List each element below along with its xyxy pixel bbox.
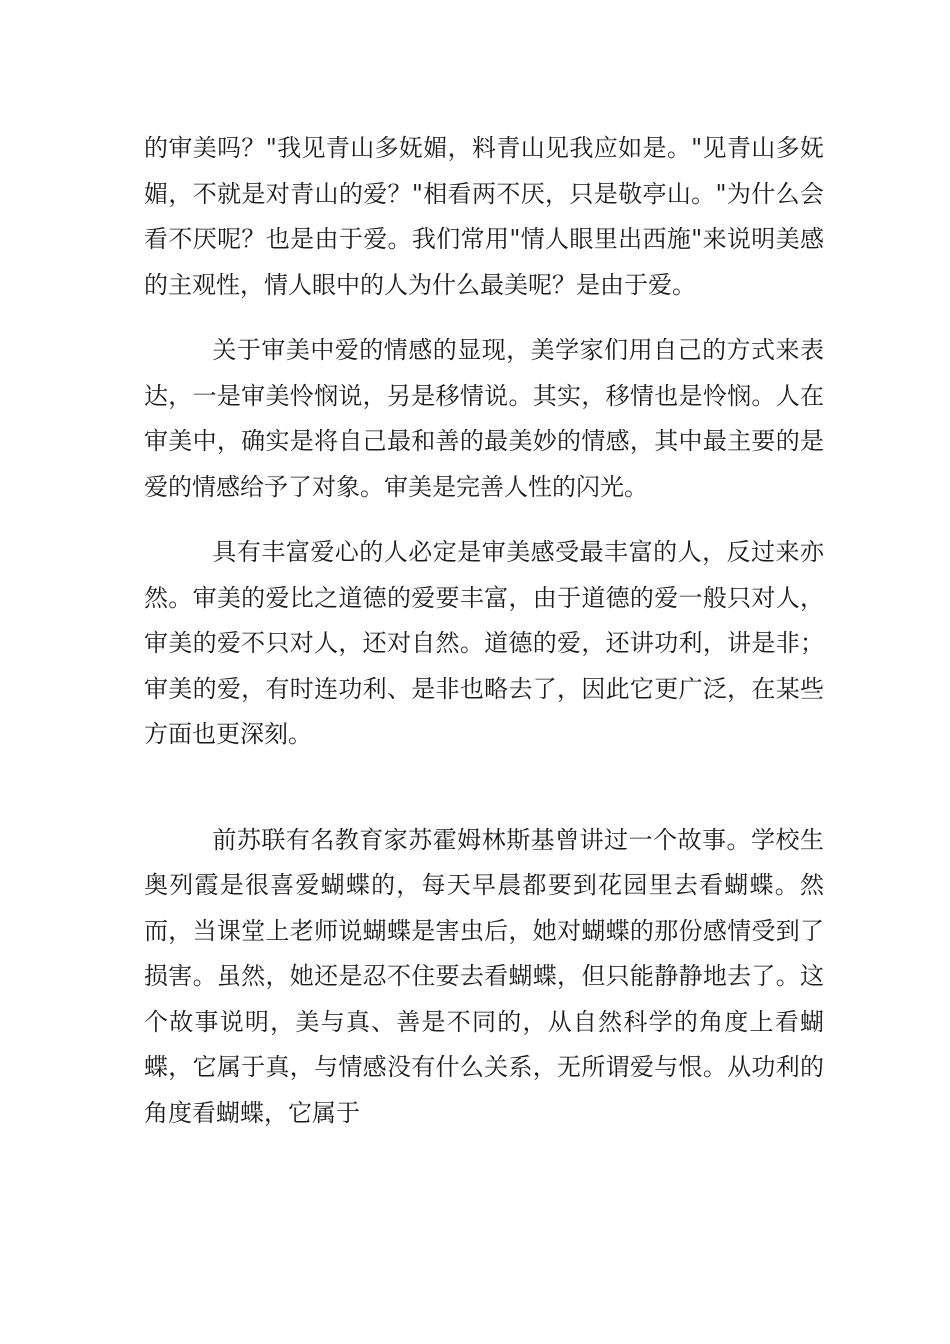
paragraph-4: 前苏联有名教育家苏霍姆林斯基曾讲过一个故事。学校生奥列霞是很喜爱蝴蝶的，每天早晨都要到花园里去看蝴蝶。然而，当课堂上老师说蝴蝶是害虫后，她对蝴蝶的那份感情受到了损害。虽然，她还是忍不住要去看蝴蝶，但只能静静地去了。这个故事说明，美与真、善是不同的，从自然科学的角度上看蝴蝶，它属于真，与情感没有什么关系，无所谓爱与恨。从功利的角度看蝴蝶，它属于 (144, 825, 824, 1127)
paragraph-gap (144, 308, 824, 328)
paragraph-2: 关于审美中爱的情感的显现，美学家们用自己的方式来表达，一是审美怜悯说，另是移情说。其实，移情也是怜悯。人在审美中，确实是将自己最和善的最美妙的情感，其中最主要的是爱的情感给予了对象。审美是完善人性的闪光。 (144, 336, 824, 501)
document-page (144, 126, 824, 1136)
paragraph-3: 具有丰富爱心的人必定是审美感受最丰富的人，反过来亦然。审美的爱比之道德的爱要丰富，由于道德的爱一般只对人，审美的爱不只对人，还对自然。道德的爱，还讲功利，讲是非；审美的爱，有时连功利、是非也略去了，因此它更广泛，在某些方面也更深刻。 (144, 538, 824, 748)
paragraph-gap-large (144, 758, 824, 818)
paragraph-1: 的审美吗？"我见青山多妩媚，料青山见我应如是。"见青山多妩媚，不就是对青山的爱？"相看两不厌，只是敬亭山。"为什么会看不厌呢？也是由于爱。我们常用"情人眼里出西施"来说明美感的主观性，情人眼中的人为什么最美呢？是由于爱。 (144, 134, 824, 299)
paragraph-gap (144, 510, 824, 530)
